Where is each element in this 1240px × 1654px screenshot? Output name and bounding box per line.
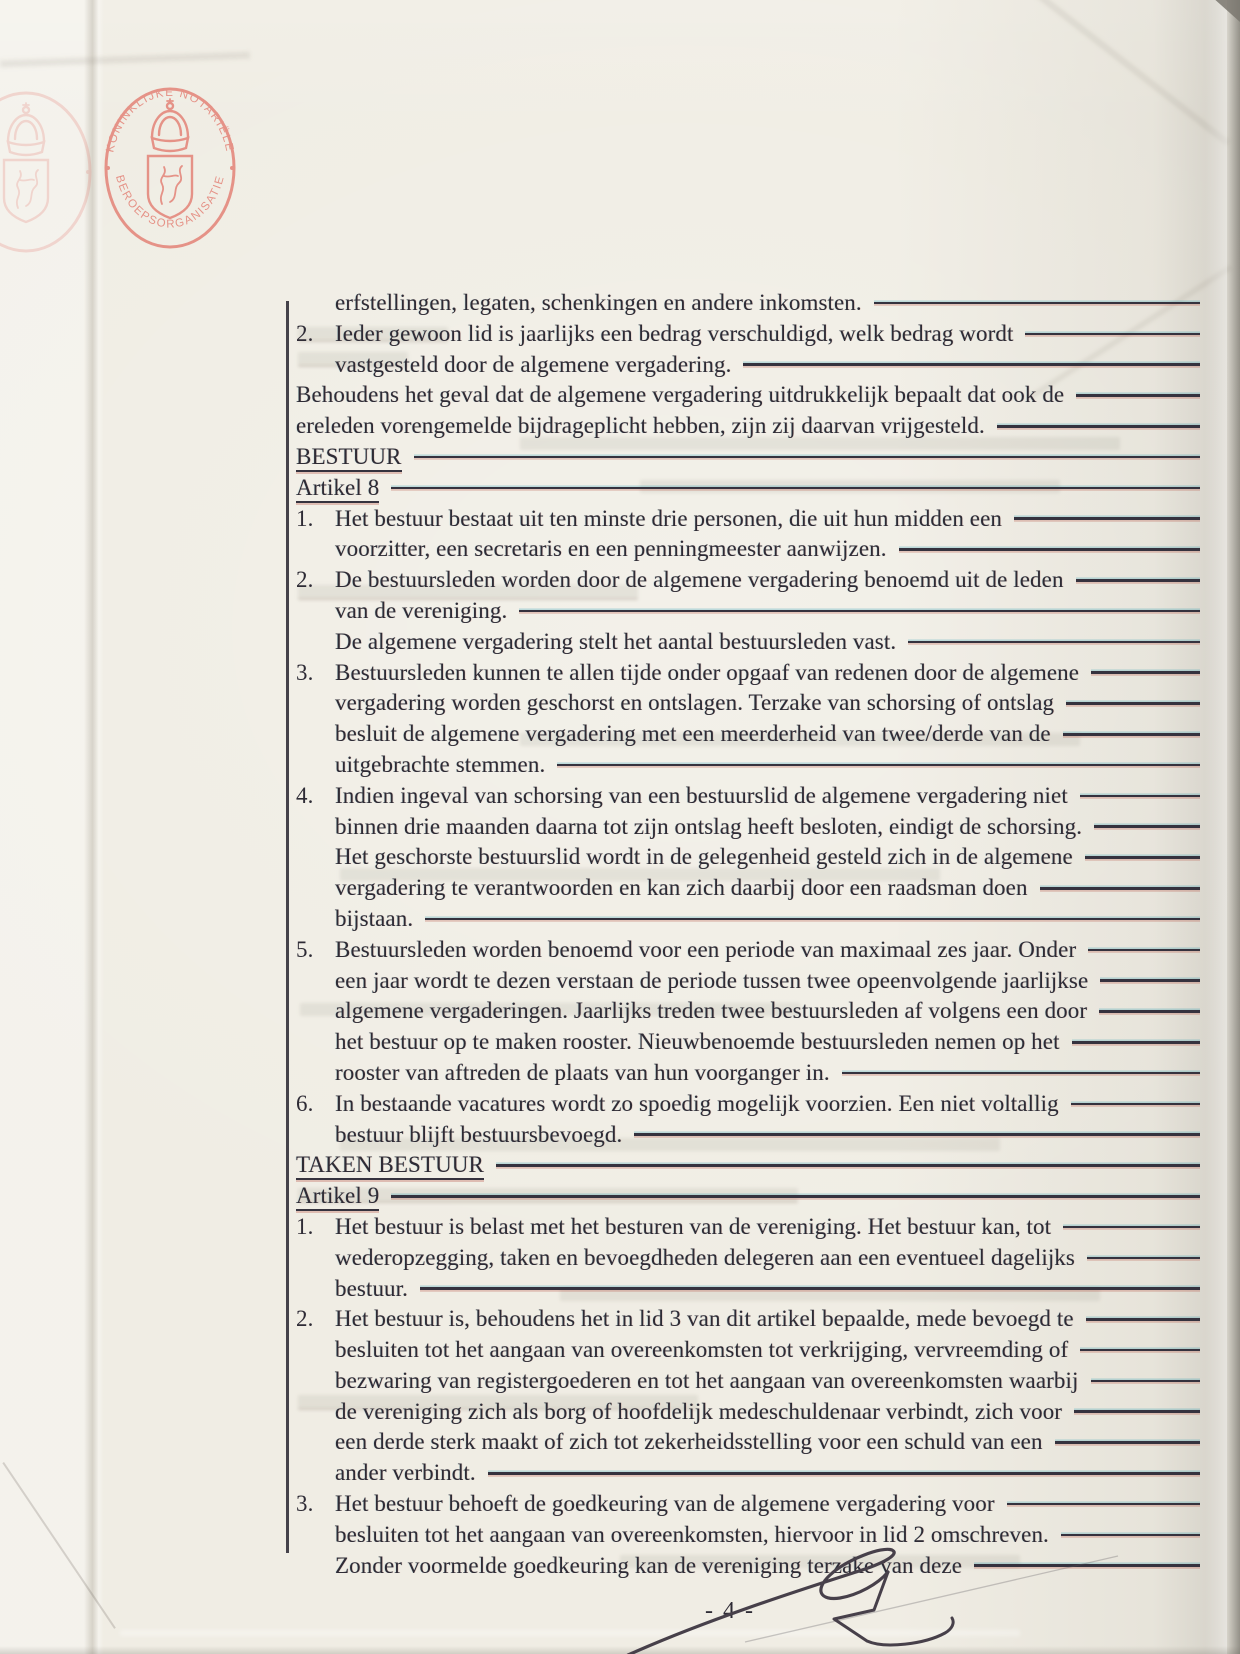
fill-dash-rule — [1099, 1010, 1200, 1013]
line-text: Zonder voormelde goedkeuring kan de vereniging terzake van deze — [335, 1552, 963, 1578]
fill-dash-rule — [1063, 733, 1200, 736]
stamp-arc-top-text: KONINKLIJKE NOTARIËLE — [104, 87, 236, 154]
line-text: het bestuur op te maken rooster. Nieuwbenoemde bestuursleden nemen op het — [335, 1029, 1060, 1055]
text-line — [296, 812, 1202, 843]
text-line — [296, 1243, 1202, 1274]
fill-dash-rule — [1091, 1380, 1201, 1383]
line-text: Artikel 9 — [296, 1183, 379, 1211]
item-number — [296, 812, 335, 843]
fill-dash-rule — [557, 764, 1200, 767]
item-number — [296, 966, 335, 997]
text-line — [296, 565, 1202, 596]
line-text: Het geschorste bestuurslid wordt in de gelegenheid gesteld zich in de algemene — [335, 844, 1073, 870]
item-number — [296, 719, 335, 750]
line-text: ander verbindt. — [335, 1460, 476, 1486]
text-line — [296, 1212, 1202, 1243]
text-line — [296, 688, 1202, 719]
fill-dash-rule — [1061, 1534, 1200, 1537]
line-text: voorzitter, een secretaris en een penningmeester aanwijzen. — [335, 536, 887, 562]
text-line — [296, 1027, 1202, 1058]
fill-dash-rule — [496, 1164, 1200, 1167]
line-text: besluiten tot het aangaan van overeenkomsten tot verkrijging, vervreemding of — [335, 1337, 1069, 1363]
line-text: besluiten tot het aangaan van overeenkomsten, hiervoor in lid 2 omschreven. — [335, 1521, 1049, 1547]
item-number: 5. — [296, 936, 314, 962]
text-line — [296, 1458, 1202, 1489]
item-number — [296, 1335, 335, 1366]
fill-dash-rule — [1085, 856, 1200, 859]
text-line — [296, 1120, 1202, 1151]
text-line — [296, 1427, 1202, 1458]
item-number — [296, 350, 335, 381]
fill-dash-rule — [414, 456, 1201, 459]
notarial-stamp-faint — [0, 84, 100, 260]
text-line — [296, 1274, 1202, 1305]
item-number — [296, 996, 335, 1027]
item-number — [296, 873, 335, 904]
text-line — [296, 1304, 1202, 1335]
line-text: bestuur. — [335, 1275, 408, 1301]
item-number: 1. — [296, 1213, 314, 1239]
fill-dash-rule — [1094, 825, 1200, 828]
line-text: De algemene vergadering stelt het aantal bestuursleden vast. — [335, 628, 897, 654]
item-number — [296, 596, 335, 627]
svg-text:KONINKLIJKE NOTARIËLE — [104, 87, 235, 153]
item-number — [296, 1551, 335, 1582]
item-number: 6. — [296, 1090, 314, 1116]
text-line — [296, 750, 1202, 781]
fill-dash-rule — [874, 302, 1200, 305]
line-text: bezwaring van registergoederen en tot het aangaan van overeenkomsten waarbij — [335, 1367, 1079, 1393]
fill-dash-rule — [842, 1072, 1200, 1075]
text-line — [296, 442, 1202, 473]
fill-dash-rule — [1007, 1503, 1200, 1506]
text-line — [296, 1150, 1202, 1181]
fill-dash-rule — [1063, 1226, 1200, 1229]
line-text: algemene vergaderingen. Jaarlijks treden twee bestuursleden af volgens een door — [335, 998, 1088, 1024]
item-number — [296, 1120, 335, 1151]
line-text: Ieder gewoon lid is jaarlijks een bedrag verschuldigd, welk bedrag wordt — [335, 320, 1014, 346]
line-text: Het bestuur behoeft de goedkeuring van de algemene vergadering voor — [335, 1491, 995, 1517]
paper-edge-highlight — [1205, 0, 1227, 1654]
text-line — [296, 1335, 1202, 1366]
text-line — [296, 534, 1202, 565]
line-text: Het bestuur is belast met het besturen van de vereniging. Het bestuur kan, tot — [335, 1213, 1052, 1239]
fill-dash-rule — [908, 641, 1200, 644]
fill-dash-rule — [425, 918, 1200, 921]
item-number: 3. — [296, 659, 314, 685]
statutes-text-block — [286, 288, 1202, 1581]
fill-dash-rule — [1080, 1349, 1200, 1352]
line-text: bestuur blijft bestuursbevoegd. — [335, 1121, 623, 1147]
item-number — [296, 1243, 335, 1274]
line-text: de vereniging zich als borg of hoofdelijk medeschuldenaar verbindt, zich voor — [335, 1398, 1063, 1424]
item-number — [296, 1397, 335, 1428]
fill-dash-rule — [1074, 1410, 1200, 1413]
text-line — [296, 781, 1202, 812]
line-text: vergadering te verantwoorden en kan zich daarbij door een raadsman doen — [335, 875, 1028, 901]
line-text: Behoudens het geval dat de algemene vergadering uitdrukkelijk bepaalt dat ook de — [296, 382, 1065, 408]
fill-dash-rule — [1080, 795, 1200, 798]
fill-dash-rule — [634, 1133, 1200, 1136]
paper-edge-right — [1227, 0, 1240, 1654]
fill-dash-rule — [1071, 1103, 1200, 1106]
text-line — [296, 380, 1202, 411]
text-line — [296, 319, 1202, 350]
line-text: bijstaan. — [335, 905, 414, 931]
item-number — [296, 842, 335, 873]
text-line — [296, 411, 1202, 442]
fill-dash-rule — [1088, 949, 1200, 952]
fill-dash-rule — [1025, 333, 1200, 336]
line-text: een derde sterk maakt of zich tot zekerheidsstelling voor een schuld van een — [335, 1429, 1043, 1455]
fill-dash-rule — [488, 1472, 1200, 1475]
item-number — [296, 288, 335, 319]
line-text: Artikel 8 — [296, 475, 379, 503]
line-text: TAKEN BESTUUR — [296, 1152, 484, 1180]
text-line — [296, 596, 1202, 627]
text-line — [296, 1089, 1202, 1120]
item-number — [296, 534, 335, 565]
fill-dash-rule — [1014, 517, 1200, 520]
item-number: 2. — [296, 1306, 314, 1332]
text-line — [296, 473, 1202, 504]
fill-dash-rule — [1076, 394, 1200, 397]
fill-dash-rule — [899, 548, 1200, 551]
fill-dash-rule — [1072, 1041, 1200, 1044]
fill-dash-rule — [1055, 1441, 1200, 1444]
line-text: besluit de algemene vergadering met een meerderheid van twee/derde van de — [335, 721, 1051, 747]
line-text: vastgesteld door de algemene vergadering. — [335, 351, 732, 377]
text-line — [296, 288, 1202, 319]
item-number — [296, 1274, 335, 1305]
line-text: een jaar wordt te dezen verstaan de periode tussen twee opeenvolgende jaarlijkse — [335, 967, 1089, 993]
fill-dash-rule — [974, 1564, 1200, 1567]
line-text: BESTUUR — [296, 444, 402, 472]
text-line — [296, 1489, 1202, 1520]
text-line — [296, 873, 1202, 904]
fill-dash-rule — [1066, 702, 1200, 705]
stamp-arc-bottom-text: BEROEPSORGANISATIE — [113, 173, 227, 231]
line-text: vergadering worden geschorst en ontslagen. Terzake van schorsing of ontslag — [335, 690, 1055, 716]
fill-dash-rule — [1086, 1318, 1200, 1321]
text-line — [296, 350, 1202, 381]
text-line — [296, 1520, 1202, 1551]
notarial-stamp — [96, 80, 244, 256]
paper-edge-bottom — [0, 1646, 1240, 1654]
text-line — [296, 1058, 1202, 1089]
text-line — [296, 996, 1202, 1027]
line-text: binnen drie maanden daarna tot zijn ontslag heeft besloten, eindigt de schorsing. — [335, 813, 1083, 839]
line-text: In bestaande vacatures wordt zo spoedig mogelijk voorzien. Een niet voltallig — [335, 1090, 1059, 1116]
item-number: 3. — [296, 1491, 314, 1517]
text-line — [296, 842, 1202, 873]
item-number — [296, 1366, 335, 1397]
line-text: Bestuursleden worden benoemd voor een periode van maximaal zes jaar. Onder — [335, 936, 1077, 962]
item-number — [296, 688, 335, 719]
item-number — [296, 1427, 335, 1458]
line-text: wederopzegging, taken en bevoegdheden delegeren aan een eventueel dagelijks — [335, 1244, 1075, 1270]
text-line — [296, 966, 1202, 997]
item-number — [296, 627, 335, 658]
item-number — [296, 904, 335, 935]
text-line — [296, 504, 1202, 535]
line-text: van de vereniging. — [335, 597, 508, 623]
fill-dash-rule — [391, 487, 1200, 490]
line-text: Het bestuur bestaat uit ten minste drie personen, die uit hun midden een — [335, 505, 1003, 531]
line-text: Bestuursleden kunnen te allen tijde onder opgaaf van redenen door de algemene — [335, 659, 1080, 685]
fill-dash-rule — [391, 1195, 1200, 1198]
line-text: erfstellingen, legaten, schenkingen en andere inkomsten. — [335, 290, 862, 315]
item-number: 2. — [296, 320, 314, 346]
paper-crease — [120, 1630, 1020, 1636]
text-line — [296, 935, 1202, 966]
fill-dash-rule — [1091, 671, 1200, 674]
item-number — [296, 1520, 335, 1551]
fill-dash-rule — [420, 1287, 1200, 1290]
line-text: Indien ingeval van schorsing van een bestuurslid de algemene vergadering niet — [335, 782, 1068, 808]
text-line — [296, 904, 1202, 935]
item-number — [296, 750, 335, 781]
line-text: uitgebrachte stemmen. — [335, 751, 546, 777]
item-number: 2. — [296, 567, 314, 593]
fill-dash-rule — [997, 425, 1200, 428]
text-line — [296, 1397, 1202, 1428]
line-text: rooster van aftreden de plaats van hun voorganger in. — [335, 1059, 830, 1085]
text-line — [296, 658, 1202, 689]
item-number: 1. — [296, 505, 314, 531]
text-line — [296, 1181, 1202, 1212]
line-text: ereleden vorengemelde bijdrageplicht hebben, zijn zij daarvan vrijgesteld. — [296, 413, 985, 439]
fill-dash-rule — [1087, 1257, 1200, 1260]
item-number — [296, 1027, 335, 1058]
fill-dash-rule — [1076, 579, 1200, 582]
line-text: De bestuursleden worden door de algemene vergadering benoemd uit de leden — [335, 567, 1064, 593]
item-number: 4. — [296, 782, 314, 808]
page-number: - 4 - — [705, 1598, 755, 1624]
text-line — [296, 1551, 1202, 1582]
text-line — [296, 627, 1202, 658]
item-number — [296, 1458, 335, 1489]
line-text: Het bestuur is, behoudens het in lid 3 van dit artikel bepaalde, mede bevoegd te — [335, 1306, 1074, 1332]
fill-dash-rule — [519, 610, 1200, 613]
text-line — [296, 719, 1202, 750]
fill-dash-rule — [743, 363, 1200, 366]
item-number — [296, 1058, 335, 1089]
fill-dash-rule — [1100, 979, 1200, 982]
text-line — [296, 1366, 1202, 1397]
fill-dash-rule — [1040, 887, 1200, 890]
